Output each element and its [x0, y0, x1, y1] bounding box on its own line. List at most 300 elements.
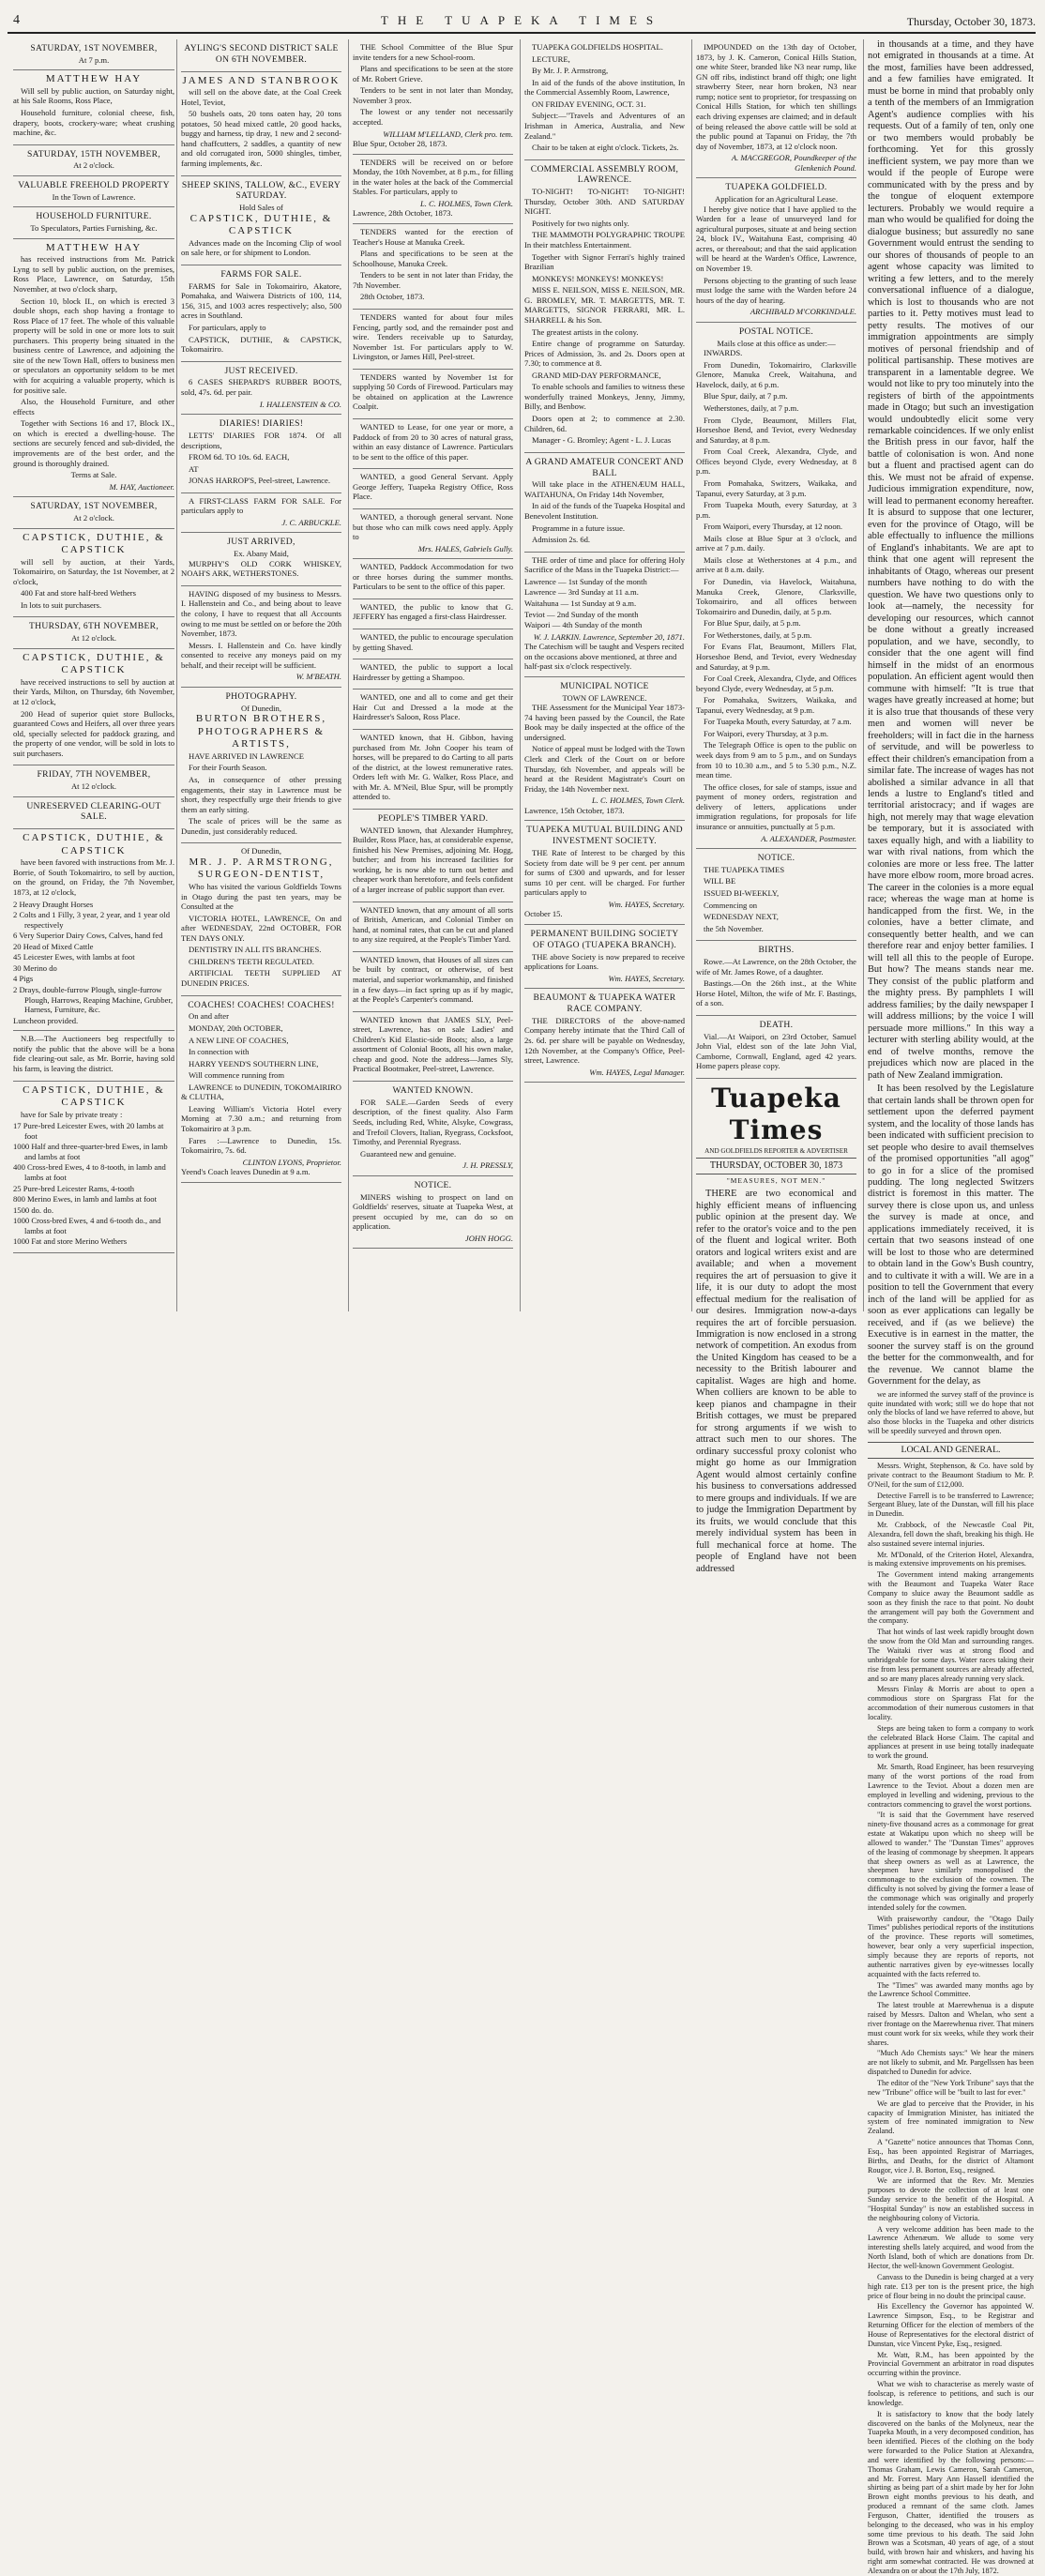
news-item: It is satisfactory to know that the body lately discovered on the banks of the Molyneux, near the Tuapeka Mouth, in a very decomposed condition, has been identified. Pieces of the clothing on the body were forwarded to the Police Station at Alexandra, and were identified by the following persons:—Thomas Graham, Lewis Cameron, Sarah Cameron, and Mr. Forrest. Mary Ann Hassell identified the shirting as being part of a shirt made by her for John Brown eight months previous to his death, and produced a remnant of the same cloth. James Ferguson, Chatter, identified the trousers as belonging to the deceased, who was in his employ some time previous to his death. The said John Brown was a Scotsman, 40 years of age, of a stout build, with brown hair and whiskers, and having his right arm somewhat contracted. He was drowned at Alexandra on or about the 17th July, 1872. [868, 2409, 1034, 2575]
editorial-paragraph: It has been resolved by the Legislature that certain lands shall be thrown open for settlement upon the deferred payment system, and the locality of those lands has been indicated with sufficient precision to set people who desire to avail themselves of the promised opportunities "all agog" to go in for a slice of the promised pudding. The long neglected Switzers district is foremost in this matter. The survey there is close upon us, and unless the survey is made at once, and applications immediately received, it is certain that two seasons instead of one will be lost to those who are determined to obtain land in the Gow's Bush country, and to cultivate it with a will. We are in a position to tell the Government that every inch of the land will be applied for as soon as ever applications can legally be received, and if (as we believe) the Executive is in earnest in the matter, the sooner the survey staff is on the ground the better for the commonwealth, and for the revenue. We cannot blame the Government for the delay, as [868, 1083, 1034, 1387]
advertisement [181, 586, 341, 688]
ad-text: TENDERS wanted for the erection of Teacher's House at Manuka Creek. [353, 227, 513, 247]
ad-heading: HOUSEHOLD FURNITURE. [36, 211, 152, 222]
ad-item: Lawrence — 1st Sunday of the month [524, 576, 647, 586]
ad-item-list [524, 577, 685, 630]
ad-text: FOR SALE.—Garden Seeds of every description, of the finest quality. Also Farm Seeds, including Red, White, Alsyke, Cowgrass, and Trefoil Clovers, Italian, Ryegrass, Cocksfoot, Timothy, and Perennial Ryegrass. [353, 1097, 513, 1147]
ad-footer: Yeend's Coach leaves Dunedin at 9 a.m. [181, 1167, 310, 1177]
advertisement [181, 265, 341, 362]
ad-item: Teviot — 2nd Sunday of the month [524, 609, 639, 619]
ad-text: MISS E. NEILSON, MISS E. NEILSON, MR. G. BROMLEY, MR. T. MARGETTS, MR. T. MARGETTS, SIGNOR FERRARI, MR. L. SHARRELL & his Son. [524, 285, 685, 325]
ad-text: N.B.—The Auctioneers beg respectfully to notify the public that the above will be a bona fide clearing-out sale, as Mr. Borrie, having sold his farm, is leaving the district. [13, 1034, 174, 1073]
section-heading: LOCAL AND GENERAL. [868, 1442, 1034, 1459]
ad-heading: JUST RECEIVED. [224, 365, 298, 376]
advertisement [524, 553, 685, 677]
ad-text: Persons objecting to the granting of such lease must lodge the same with the Warden before 24 hours of the day of hearing. [696, 275, 856, 305]
ad-text: MINERS wishing to prospect on land on Goldfields' reserves, situate at Tuapeka West, at present occupied by me, can do so on application. [353, 1191, 513, 1232]
ad-signature: J. C. ARBUCKLE. [281, 517, 341, 527]
advertisement [13, 176, 174, 207]
advertisement [353, 1176, 513, 1250]
ad-name: MATTHEW HAY [45, 73, 143, 85]
ad-heading: SATURDAY, 1ST NOVEMBER, [30, 43, 158, 53]
ad-subheading: Of Dunedin, [241, 846, 281, 856]
ad-text: TO-NIGHT! TO-NIGHT! TO-NIGHT! Thursday, October 30th. AND SATURDAY NIGHT. [524, 187, 685, 217]
ad-text: THE MAMMOTH POLYGRAPHIC TROUPE In their matchless Entertainment. [524, 230, 685, 250]
ad-text: have been favored with instructions from Mr. J. Borrie, of South Tokomairiro, to sell by auction, on the ground, on Friday, the 7th November, 1873, at 12 o'clock, [13, 857, 174, 897]
ad-signature: ARCHIBALD M'CORKINDALE. [750, 307, 856, 317]
advertisement [696, 941, 856, 1016]
news-item: "Much Ado Chemists says:" We hear the miners are not likely to submit, and Mr. Pargellssen has been dispatched to Dunedin for advice. [868, 2049, 1034, 2077]
ad-text: WANTED known that JAMES SLY, Peel-street, Lawrence, has on sale Ladies' and Children's Kid Elastic-side Boots; also, a large assortment of Colonial Boots, all his own make, cheap and good. Note the address—James Sly, Practical Bootmaker, Peel-street, Lawrence. [353, 1014, 513, 1074]
news-item: That hot winds of last week rapidly brought down the snow from the Old Man and surrounding ranges. The Waitaki river was at strong flood and unbridgeable for some days. Water races taking their rise from less permanent sources are already affected, and so are many places already running very slack. [868, 1628, 1034, 1683]
ad-text: The office closes, for sale of stamps, issue and payment of money orders, registration and delivery of letters, applications under immigration regulations, for proposals for life insurance or annuities, punctually at 5 p.m. [696, 781, 856, 831]
news-item: Mr. Smarth, Road Engineer, has been resurveying many of the worst portions of the road from Lawrence to the Teviot. About a dozen men are employed in levelling and widening, previous to the contractors commencing to gravel the worst portions. [868, 1763, 1034, 1809]
ad-text: From Coal Creek, Alexandra, Clyde, and Offices beyond Clyde, every Wednesday, at 8 p.m. [696, 447, 856, 477]
ad-item-list [13, 900, 174, 1015]
advertisement [353, 559, 513, 599]
ad-item: 1000 Half and three-quarter-bred Ewes, in lamb and lambs at foot [13, 1142, 168, 1161]
ad-signature: W. J. LARKIN. Lawrence, September 20, 1871. [533, 631, 685, 642]
ad-heading: BIRTHS. [758, 945, 795, 956]
ad-item: 1500 do. do. [13, 1205, 53, 1215]
ad-text: Entire change of programme on Saturday. Prices of Admission, 3s. and 2s. Doors open at 7.30; to commence at 8. [524, 339, 685, 369]
ad-item: 30 Merino do [13, 962, 57, 973]
ad-text: GRAND MID-DAY PERFORMANCE, [532, 370, 661, 380]
editorial-motto: "MEASURES, NOT MEN." [726, 1175, 826, 1185]
ad-heading: SATURDAY, 15TH NOVEMBER, [26, 148, 161, 159]
ad-subheading: Application for an Agricultural Lease. [714, 194, 838, 205]
advertisement [13, 239, 174, 497]
ad-subheading: Of Dunedin, [241, 703, 281, 713]
ad-text: CAPSTICK, DUTHIE, & CAPSTICK, Tokomairiro. [181, 334, 341, 355]
ad-text: By Mr. J. P. Armstrong, [532, 66, 609, 76]
advertisement [181, 688, 341, 843]
ad-item: 20 Head of Mixed Cattle [13, 941, 94, 951]
ad-text: has received instructions from Mr. Patrick Lyng to sell by public auction, on the premises, Ross Place, Lawrence, on Saturday, 15th November, at two o'clock sharp, [13, 254, 174, 294]
ad-text: Tenders to be sent in not later than Friday, the 7th November. [353, 270, 513, 290]
ad-text: WANTED, the public to encourage speculation by getting Shaved. [353, 632, 513, 652]
ad-signature: CLINTON LYONS, Proprietor. [242, 1157, 341, 1167]
ad-subheading: At 12 o'clock. [70, 633, 117, 644]
ad-text: WANTED, a thorough general servant. None but those who can milk cows need apply. Apply to [353, 511, 513, 542]
ad-text: TENDERS wanted by November 1st for supplying 50 Cords of Firewood. Particulars may be obtained on application at the Lawrence Coalpit. [353, 371, 513, 412]
ad-text: I hereby give notice that I have applied to the Warden for a lease of unsurveyed land for agricultural purposes, situate at and being section 24, block IV., Waitahuna East, comprising 40 acres, or thereabout; and that the said application will be heard at the Warden's Office, Lawrence, on November 19. [696, 204, 856, 274]
advertisement [353, 310, 513, 370]
news-item: What we wish to characterise as merely waste of foolscap, is reference to petitions, and such is our knowledge. [868, 2380, 1034, 2407]
ad-signature: J. H. PRESSLY, [462, 1160, 513, 1171]
ad-subheading: Hold Sales of [239, 203, 283, 213]
ad-text: WANTED, Paddock Accommodation for two or three horses during the summer months. Particulars to be sent to the office of this paper. [353, 562, 513, 592]
column-1 [9, 39, 178, 1311]
column-3 [348, 39, 517, 1311]
ad-footer: October 15. [524, 909, 563, 919]
ad-signature: L. C. HOLMES, Town Clerk. [591, 796, 685, 806]
ad-text: In aid of the funds of the Tuapeka Hospital and Benevolent Institution. [524, 501, 685, 521]
ad-heading: NOTICE. [414, 1179, 452, 1190]
ad-item: 800 Merino Ewes, in lamb and lambs at foot [13, 1194, 157, 1205]
advertisement [353, 469, 513, 509]
advertisement [524, 821, 685, 925]
ad-text: Together with Sections 16 and 17, Block IX., on which is erected a dwelling-house. The sections are securely fenced and sub-divided, the improvements are of the best order, and the ground is thoroughly drained. [13, 418, 174, 468]
ad-text: From Clyde, Beaumont, Millers Flat, Horseshoe Bend, and Teviot, every Wednesday and Saturday, at 8 p.m. [696, 415, 856, 445]
ad-item: 4 Pigs [13, 974, 34, 984]
ad-heading: DIARIES! DIARIES! [219, 418, 304, 430]
ad-text: THE order of time and place for offering Holy Sacrifice of the Mass in the Tuapeka District:— [524, 554, 685, 575]
advertisement [696, 1016, 856, 1079]
ad-footer: Lawrence, 28th October, 1873. [353, 208, 453, 219]
ad-name: MATTHEW HAY [45, 241, 143, 253]
advertisement [524, 989, 685, 1083]
ad-heading: WANTED KNOWN. [392, 1085, 474, 1097]
ad-item: 6 Very Superior Dairy Cows, Calves, hand fed [13, 931, 163, 941]
advertisement [353, 730, 513, 810]
ad-item: 2 Colts and 1 Filly, 3 year, 2 year, and 1 year old respectively [13, 910, 171, 930]
ad-text: 50 bushels oats, 20 tons oaten hay, 20 tons potatoes, 50 head mixed cattle, 20 good hacks, buggy and harness, tip dray, 1 new and 2 second-hand chaffcutters, 2 saddles, a quantity of new and old corrugated iron, 5000 shingles, timber, farming implements, &c. [181, 109, 341, 169]
ad-heading: POSTAL NOTICE. [738, 326, 814, 337]
ad-signature: M. HAY, Auctioneer. [109, 481, 174, 492]
advertisement [524, 925, 685, 989]
ad-text: FROM 6d. TO 10s. 6d. EACH, [189, 452, 290, 462]
news-item: Steps are being taken to form a company to work the celebrated Black Horse Claim. The capital and appliances at present in use being totally inadequate to work the ground. [868, 1723, 1034, 1761]
ad-signature: Wm. HAYES, Secretary. [608, 973, 685, 983]
ad-text: AT [189, 463, 199, 474]
ad-text: For Blue Spur, daily, at 5 p.m. [704, 618, 801, 629]
ad-item: Lawrence — 3rd Sunday at 11 a.m. [524, 587, 639, 598]
ad-text: The lowest or any tender not necessarily accepted. [353, 107, 513, 127]
ad-text: Programme in a future issue. [532, 523, 626, 533]
advertisement [696, 178, 856, 323]
ad-signature: JOHN HOGG. [464, 1233, 513, 1243]
ad-text: Will take place in the ATHENÆUM HALL, WAITAHUNA, On Friday 14th November, [524, 479, 685, 499]
ad-text: TUAPEKA GOLDFIELDS HOSPITAL. [532, 42, 663, 52]
ad-text: THERE are two economical and highly efficient means of influencing public opinion at the present day. We refer to the orator's voice and to the pen of the fluent and logical writer. Both orators and logical writers exist and are available; and when a movement requires the art of persuasion to give it life, it is our duty to adopt the most effectual medium for the realisation of our desires. Immigration now-a-days requires the art of forcible persuasion. Immigration is now enclosed in a strong network of competition. An exodus from the United Kingdom has ceased to be a necessity to the British labourer and capitalist. Wages are high and home. When colliers are known to be able to keep pianos and champagne in their British cottages, we must be prepared for strong arguments if we wish to attract such men to our shores. The ordinary successful proxy colonist who might go home as our Immigration Agent would almost certainly confine his business to conversations addressed to mere groups and individuals. If we are to judge the Immigration Department by its fruits, we would conclude that this merely individual system has been in full mechanical force at home. The people of England have not been addressed [696, 1189, 856, 1574]
ad-heading: FRIDAY, 7TH NOVEMBER, [37, 769, 151, 780]
advertisement [181, 843, 341, 995]
editorial-continued [868, 39, 1034, 1388]
advertisement [13, 207, 174, 238]
ad-text: Tenders to be sent in not later than Monday, November 3 prox. [353, 85, 513, 105]
ad-text: Manager - G. Bromley; Agent - L. J. Lucas [532, 435, 672, 446]
editorial-paragraph: we are informed the survey staff of the province is quite inundated with work; still we do hope that not only the blocks of land we have referred to above, but also those blocks in the Tuapeka and other districts will be speedily surveyed and thrown open. [868, 1389, 1034, 1436]
column-5 [691, 39, 860, 1574]
advertisement [353, 952, 513, 1012]
ad-heading: A GRAND AMATEUR CONCERT AND BALL [525, 456, 684, 478]
advertisement [13, 829, 174, 1031]
ad-text: WANTED known, that Houses of all sizes can be built by contract, or otherwise, of best material, and superior workmanship, and finished in a few days—in fact spring up as if by magic, at the People's Carpenter's command. [353, 954, 513, 1005]
advertisement [353, 419, 513, 469]
ad-text: WANTED known, that any amount of all sorts of British, American, and Colonial Timber on hand, at nominal rates, that can be cut and planed to any size required, at the People's Timber Yard. [353, 904, 513, 945]
ad-text: For Dunedin, via Havelock, Waitahuna, Manuka Creek, Glenore, Clarksville, Tokomairiro, and all offices between Tokomairiro and Dunedin, daily, at 5 p.m. [696, 577, 856, 616]
ad-text: Leaving William's Victoria Hotel every Morning at 7.30 a.m.; and returning from Tokomairiro at 3 p.m. [181, 1103, 341, 1134]
ad-item: Waipori — 4th Sunday of the month [524, 620, 643, 630]
ad-text: DENTISTRY IN ALL ITS BRANCHES. [189, 945, 322, 955]
ad-text: Fares :—Lawrence to Dunedin, 15s. Tokomairiro, 7s. 6d. [181, 1135, 341, 1156]
ad-text: In connection with [189, 1047, 250, 1057]
ad-text: For their Fourth Season. [189, 763, 267, 773]
ad-signature: A. ALEXANDER, Postmaster. [761, 833, 856, 843]
ad-text: 28th October, 1873. [360, 292, 425, 302]
ad-text: THE above Society is now prepared to receive applications for Loans. [524, 951, 685, 972]
ad-text: Who has visited the various Goldfields Towns in Otago during the past ten years, may be Consulted at the [181, 881, 341, 912]
news-item: We are informed that the Rev. Mr. Menzies purposes to devote the collection of at least one Sunday service to the benefit of the Hospital. A "Hospital Sunday" is now an established success in the neighbouring colony of Victoria. [868, 2176, 1034, 2222]
advertisement [13, 497, 174, 528]
ad-heading: DEATH. [759, 1019, 794, 1030]
advertisement [353, 155, 513, 224]
advertisement [181, 415, 341, 493]
ad-item: Waitahuna — 1st Sunday at 9 a.m. [524, 598, 637, 608]
ad-heading: SATURDAY, 1ST NOVEMBER, [30, 501, 158, 512]
ad-text: 200 Head of superior quiet store Bullocks, guaranteed Cows and Heifers, all over three years old, specially selected for paddock grazing, and the property of one vendor, will be sold in lots to suit purchasers. [13, 708, 174, 758]
ad-text: WEDNESDAY NEXT, [704, 912, 779, 922]
editorial [696, 1083, 856, 1575]
advertisement [353, 1012, 513, 1082]
ad-text: IMPOUNDED on the 13th day of October, 1873, by J. K. Cameron, Conical Hills Station, one white Steer, branded like N3 near rump, like GN off ribs, indistinct brand off thigh; one light strawberry Steer, near horn broken, N3 near rump; notice sent to proprietor, for trespassing on Conical Hills Station, for which ten shillings each driving expenses are claimed; and in default of being released the above cattle will be sold at the public pound at Tapanui on Friday, the 7th day of November, 1873, at 12 o'clock noon. [696, 42, 856, 151]
news-item: The "Times" was awarded many months ago by the Lawrence School Committee. [868, 1980, 1034, 1999]
ad-item: 1000 Cross-bred Ewes, 4 and 6-tooth do., and lambs at foot [13, 1216, 161, 1235]
ad-name: CAPSTICK, DUTHIE, & CAPSTICK [23, 651, 165, 676]
ad-text: ARTIFICIAL TEETH SUPPLIED AT DUNEDIN PRICES. [181, 968, 341, 989]
ad-text: INWARDS. [704, 348, 743, 358]
ad-heading: FARMS FOR SALE. [220, 268, 302, 280]
ad-text: THE School Committee of the Blue Spur invite tenders for a new School-room. [353, 42, 513, 62]
ad-text: The Telegraph Office is open to the public on week days from 9 am to 5 p.m., and on Sundays from 10 to 10.30 a.m., and 5 to 5.30 p.m., N.Z. mean time. [696, 740, 856, 780]
ad-footer: Lawrence, 15th October, 1873. [524, 805, 625, 815]
ad-text: Vial.—At Waipori, on 23rd October, Samuel John Vial, eldest son of the late John Vial, Camborne, Cornwall, England, aged 42 years. Home papers please copy. [696, 1031, 856, 1071]
ad-name: MR. J. P. ARMSTRONG, SURGEON-DENTIST, [189, 856, 334, 881]
ad-heading: PERMANENT BUILDING SOCIETY OF OTAGO (TUAPEKA BRANCH). [530, 928, 679, 950]
ad-text: Guaranteed new and genuine. [360, 1148, 457, 1159]
advertisement [524, 39, 685, 160]
news-item: Mr. Watt, R.M., has been appointed by the Provincial Government an arbitrator in road disputes occurring within the province. [868, 2350, 1034, 2378]
advertisement [353, 810, 513, 902]
advertisement [13, 1082, 174, 1253]
column-2 [176, 39, 345, 1311]
column-4 [520, 39, 689, 1311]
editorial-paragraph: in thousands at a time, and they have not emigrated in thousands at a time. At the most, families have been addressed, and a few families have emigrated. It must be borne in mind that probably only a tenth of the members of an Immigration Agent's audience complies with his requests. Out of a family of ten, only one or two members would probably be forthcoming. Yet for this grossly inefficient system, we pay more than we would if the people of Europe were communicated with by the press and by the tongue of eloquent extempore lecturers. Probably we would require a man who would be qualified for doing the dialogue business; but assuredly no sane Government would entrust the sending to our shores of thousands of people to an agent whose capacity was limited to writing a few letters, and to the merely conversational influence of a dialogue, which is lost to thousands who are not parties to it. Petty motives must lead to petty results. The motives of our immigration appointments are simply motives of personal friendship and of political partisanship. These motives are transparent in a lamentable degree. We would not like to pry too minutely into the registers of birth of the appointments made in Otago; but such an investigation would undoubtedly elicit some very remarkable coincidences. If we only enlist the British press in our favor, half the battle of colonisation is won. And none but a fluent and practised agent can do this. We must not be afraid of expense. Judicious immigration expenditure, now, will lead to permanent economy hereafter. It is absurd to suppose that one lecturer, even for the province of Otago, will be able effectually to influence the millions of England's inhabitants. We are apt to think that one agent will represent the inhabitants of Otago, whereas our present numbers have nothing to do with the question. We have two questions only to look at—namely, the necessity for developing our resources, which cannot be done without a greatly increased population, and we have, secondly, to consider that the one agent will find himself in the midst of an enormous population. An efficient agent would then commune with himself: "It is true that wages have greatly increased at home; but it is also true that thousands of these very men and women will never be freeholders; will in fact die in the harness of servitude, and will be powerless to effect their children's emancipation from a similar fate. The increase of wages has not abolished a similar advance in all that lends a lustre to England's titled and territorial aristocracy; and if wages are high, not merely may that wage elevation be temporary, but it is associated with taxes equally high, and with a liability to war with rival nations, from which the colonies are more or less free. The latter have more elbow room, more broad acres. The career in the colonies is a more equal race; whereas the wage man at home is handicapped from the first. We, in the colonies, have a better climate, and consequently better health, and we can therefore rear and enjoy better families. I will tell all this to the people of Europe. But how? The means stands near me. They consist of the public platform and the mighty press. By pamphlets I will address families; by the daily newspaper I will address millions; by the voice I will persuade more millions." In this way a lecturer with sterling ability would, at the end of twelve months, remove the prejudices which now are placed in the path of New Zealand immigration. [868, 39, 1034, 1081]
ad-signature: Mrs. HALES, Gabriels Gully. [417, 543, 513, 553]
ad-item: 17 Pure-bred Leicester Ewes, with 20 lambs at foot [13, 1121, 164, 1141]
ad-heading: NOTICE. [757, 853, 795, 864]
ad-text: HAVING disposed of my business to Messrs. I. Hallenstein and Co., and being about to leave the colony, I have to request that all Accounts owing to me must be settled on or before the 20th November, 1873. [181, 588, 341, 639]
ad-name: CAPSTICK, DUTHIE, & CAPSTICK [23, 1083, 165, 1109]
ad-text: Chair to be taken at eight o'clock. Tickets, 2s. [532, 143, 679, 153]
ad-text: LETTS' DIARIES FOR 1874. Of all descriptions, [181, 430, 341, 450]
ad-text: ON FRIDAY EVENING, OCT. 31. [532, 98, 646, 109]
ad-text: A NEW LINE OF COACHES, [189, 1035, 289, 1045]
ad-text: The greatest artists in the colony. [532, 326, 639, 337]
advertisement [696, 39, 856, 178]
advertisement [353, 509, 513, 559]
ad-text: JONAS HARROP'S, Peel-street, Lawrence. [189, 476, 330, 486]
news-item: We are glad to perceive that the Provider, in his capacity of Immigration Minister, has initiated the system of free nominated immigration to New Zealand. [868, 2099, 1034, 2136]
ad-text: Commencing on [704, 900, 758, 910]
ad-text: Advances made on the Incoming Clip of wool on sale here, or for shipment to London. [181, 237, 341, 258]
ad-text: From Dunedin, Tokomairiro, Clarksville Glenore, Manuka Creek, Waitahuna, and Havelock, daily, at 6 p.m. [696, 359, 856, 389]
advertisement [353, 689, 513, 730]
editorial-dateline: THURSDAY, OCTOBER 30, 1873 [696, 1159, 856, 1174]
ad-name: BURTON BROTHERS, PHOTOGRAPHERS & ARTISTS, [195, 713, 327, 750]
ad-text: WILL BE [704, 876, 736, 886]
ad-subheading: To Speculators, Parties Furnishing, &c. [30, 223, 158, 234]
ad-text: Section 10, block II., on which is erected 3 double shops, each shop having a frontage to Ross Place of 17 feet. The whole of this valuable property will be sold in one or more lots to suit purchasers. This property being situated in the business centre of Lawrence, and adjoining the site of the new Town Hall, offers to business men or speculators an opportunity seldom to be met with for acquiring a valuable property, which is for positive sale. [13, 295, 174, 395]
ad-heading: AYLING'S SECOND DISTRICT SALE ON 6TH NOVEMBER. [184, 43, 339, 65]
news-item: The latest trouble at Maerewhenua is a dispute raised by Messrs. Dalton and Whelan, who sent a river frontage on the Maerewhenua river. That miners must count work for six weeks, while they work their shares. [868, 2001, 1034, 2047]
advertisement [696, 849, 856, 941]
advertisement [353, 599, 513, 629]
newspaper-nameplate: Tuapeka Times [711, 1082, 841, 1146]
ad-heading: UNRESERVED CLEARING-OUT SALE. [26, 800, 161, 823]
news-item: Mr. Crabbock, of the Newcastle Coal Pit, Alexandra, fell down the shaft, breaking his thigh. He also sustained severe internal injuries. [868, 1521, 1034, 1548]
ad-text: Notice of appeal must be lodged with the Town Clerk and Clerk of the Court on or before Thursday, 6th November, and appeals will be heard at the Resident Magistrate's Court on Friday, the 14th November next. [524, 744, 685, 794]
ad-text: A FIRST-CLASS FARM FOR SALE. For particulars apply to [181, 495, 341, 516]
advertisement [13, 765, 174, 796]
advertisement [181, 493, 341, 534]
ad-text: Will sell by public auction, on Saturday night, at his Sale Rooms, Ross Place, [13, 85, 174, 106]
ad-text: Doors open at 2; to commence at 2.30. Children, 6d. [524, 414, 685, 433]
advertisement [13, 1031, 174, 1081]
ad-text: Plans and specifications to be seen at the store of Mr. Robert Grieve. [353, 64, 513, 83]
ad-text: Plans and specifications to be seen at the Schoolhouse, Manuka Creek. [353, 249, 513, 268]
news-item: The editor of the "New York Tribune" says that the new "Tribune" office will be "built to last for ever." [868, 2078, 1034, 2097]
ad-text: THE Rate of Interest to be charged by this Society from date will be 9 per cent. per annum for sums of £300 and upwards, and for lesser sums 10 per cent. will be charged. For further particulars apply to [524, 848, 685, 898]
ad-signature: Wm. HAYES, Secretary. [608, 899, 685, 909]
ad-heading: BEAUMONT & TUAPEKA WATER RACE COMPANY. [533, 993, 676, 1015]
ad-name: CAPSTICK, DUTHIE, & CAPSTICK [23, 832, 165, 856]
ad-name: CAPSTICK, DUTHIE, & CAPSTICK [189, 212, 333, 237]
ad-text: For Pomahaka, Switzers, Waikaka, and Tapanui, every Wednesday, at 9 p.m. [696, 695, 856, 715]
ad-text: The scale of prices will be the same as Dunedin, just considerably reduced. [181, 816, 341, 836]
ad-text: For Wetherstones, daily, at 5 p.m. [704, 629, 812, 640]
ad-heading: PEOPLE'S TIMBER YARD. [377, 812, 489, 824]
ad-text: HARRY YEEND'S SOUTHERN LINE, [189, 1058, 319, 1068]
ad-subheading: At 7 p.m. [78, 54, 110, 65]
ad-signature: Wm. HAYES, Legal Manager. [589, 1067, 685, 1077]
ad-subheading: At 2 o'clock. [73, 513, 114, 523]
issue-date: Thursday, October 30, 1873. [906, 15, 1036, 28]
ad-text: Rowe.—At Lawrence, on the 28th October, the wife of Mr. James Rowe, of a daughter. [696, 957, 856, 977]
ad-item-list [13, 1121, 174, 1247]
ad-text: Admission 2s. 6d. [532, 535, 591, 545]
ad-text: Also, the Household Furniture, and other effects [13, 397, 174, 417]
ad-heading: MUNICIPAL NOTICE [560, 680, 649, 691]
news-item: With praiseworthy candour, the "Otago Daily Times" publishes periodical reports of the institutions of the province. These reports will sometimes, however, bear only a very superficial inspection, simply because they are reports of reports, not authentic narratives given by eye-witnesses locally acquainted with the facts referred to. [868, 1914, 1034, 1978]
ad-text: For particulars, apply to [189, 322, 266, 332]
ad-text: WANTED, the public to support a local Hairdresser by getting a Shampoo. [353, 662, 513, 682]
ad-text: Will commence running from [189, 1070, 285, 1081]
ad-footer: The Catechism will be taught and Vespers recited on the occasions above mentioned, at three and half-past six o'clock respectively. [524, 642, 684, 672]
ad-text: MONDAY, 20th OCTOBER, [189, 1023, 283, 1033]
nameplate-subline: AND GOLDFIELDS REPORTER & ADVERTISER [696, 1147, 856, 1159]
ad-text: MONKEYS! MONKEYS! MONKEYS! [532, 273, 664, 283]
ad-text: Bastings.—On the 26th inst., at the White Horse Hotel, Milton, the wife of Mr. F. Bastings, of a son. [696, 978, 856, 1008]
ad-signature: WILLIAM M'LELLAND, Clerk pro. tem. [383, 129, 513, 139]
ad-text: For Coal Creek, Alexandra, Clyde, and Offices beyond Clyde, every Wednesday, at 5 p.m. [696, 674, 856, 693]
ad-text: On and after [189, 1011, 229, 1022]
news-item: Canvass to the Dunedin is being charged at a very high rate. £13 per ton is the present price, the high price of flour being in no doubt the principal cause. [868, 2272, 1034, 2300]
advertisement [353, 629, 513, 659]
ad-text: Household furniture, colonial cheese, fish, drapery, boots, crockery-ware; wheat crushing machine, &c. [13, 108, 174, 138]
ad-subheading: At 12 o'clock. [70, 781, 117, 792]
ad-text: will sell on the above date, at the Coal Creek Hotel, Teviot, [181, 87, 341, 107]
ad-item: 2 Drays, double-furrow Plough, single-furrow Plough, Harrows, Reaping Machine, Grubber, Harness, Furniture, &c. [13, 985, 174, 1015]
ad-text: WANTED, one and all to come and get their Hair Cut and Dressed a la mode at the Hairdresser's Saloon, Ross Place. [353, 692, 513, 722]
advertisement [181, 176, 341, 265]
news-item: Messrs Finlay & Morris are about to open a commodious store on Spargrass Flat for the accommodation of their numerous customers in that locality. [868, 1685, 1034, 1721]
local-and-general [868, 1390, 1034, 2576]
ad-footer: Luncheon provided. [13, 1015, 79, 1025]
ad-text: LAWRENCE to DUNEDIN, TOKOMAIRIRO & CLUTHA, [181, 1082, 341, 1102]
ad-name: CAPSTICK, DUTHIE, & CAPSTICK [23, 531, 165, 556]
ad-text: TENDERS will be received on or before Monday, the 10th November, at 8 p.m., for filling in the water holes at the back of the Commercial Stables. For particulars, apply to [353, 157, 513, 197]
ad-text: Messrs. I. Hallenstein and Co. have kindly consented to receive any moneys paid on my behalf, and their receipt will be sufficient. [181, 640, 341, 670]
ad-text: the 5th November. [704, 923, 764, 933]
news-item: Detective Farrell is to be transferred to Lawrence; Sergeant Bluey, late of the Dunstan, will fill his place in Dunedin. [868, 1491, 1034, 1519]
advertisement [181, 533, 341, 585]
ad-heading: SHEEP SKINS, TALLOW, &C., EVERY SATURDAY. [181, 179, 341, 202]
ad-text: ISSUED BI-WEEKLY, [704, 888, 780, 899]
ad-heading: COACHES! COACHES! COACHES! [188, 999, 335, 1010]
ad-item: 2 Heavy Draught Horses [13, 899, 94, 909]
ad-text: HAVE ARRIVED IN LAWRENCE [189, 750, 305, 761]
ad-text: Blue Spur, daily, at 7 p.m. [704, 391, 788, 402]
ad-heading: THURSDAY, 6TH NOVEMBER, [28, 621, 159, 632]
advertisement [181, 72, 341, 176]
advertisement [353, 659, 513, 689]
ad-text: As, in consequence of other pressing engagements, their stay in Lawrence must be short, they respectfully urge their friends to give them an early sitting. [181, 775, 341, 814]
ad-text: WANTED, a good General Servant. Apply George Jeffery, Tuapeka Registry Office, Ross Place. [353, 472, 513, 502]
advertisement [524, 677, 685, 822]
advertisement [181, 996, 341, 1183]
ad-text: Mails close at Wetherstones at 4 p.m., and arrive at 8 a.m. daily. [696, 554, 856, 575]
ad-text: Together with Signor Ferrari's highly trained Brazilian [524, 251, 685, 272]
ad-subheading: In the Town of Lawrence. [52, 191, 136, 202]
ad-footer: Blue Spur, October 28, 1873. [353, 139, 447, 149]
ad-text: In aid of the funds of the above institution, In the Commercial Assembly Room, Lawrence, [524, 77, 685, 98]
ad-text: Wetherstones, daily, at 7 p.m. [704, 403, 799, 414]
ad-text: In lots to suit purchasers. [21, 599, 102, 610]
ad-text: WANTED known, that Alexander Humphrey, Builder, Ross Place, has, at considerable expense, finished his New Premises, adjoining Mr. Hogg, butcher; and from his increased facilities for working, he is now able to turn out better and cheaper work than heretofore, and feels confident of a larger increase of public support than ever. [353, 825, 514, 895]
ad-text: have for Sale by private treaty : [21, 1109, 123, 1119]
advertisement [181, 362, 341, 415]
ad-subheading: Mails close at this office as under:— [717, 338, 836, 348]
advertisement [353, 902, 513, 952]
ad-text: LECTURE, [532, 53, 570, 64]
ad-text: THE DIRECTORS of the above-named Company hereby intimate that the Third Call of 2s. 6d. per share will be payable on Wednesday, 12th November, at the Company's Office, Peel-street, Lawrence. [524, 1015, 685, 1066]
ad-item: 45 Leicester Ewes, with lambs at foot [13, 952, 135, 962]
advertisement [13, 617, 174, 648]
news-item: A very welcome addition has been made to the Lawrence Athenæum. We allude to some very interesting shells lately acquired, and wood from the North Island, both of which are donations from Dr. Hector, the well-known Government Geologist. [868, 2224, 1034, 2270]
ad-heading: COMMERCIAL ASSEMBLY ROOM, LAWRENCE. [530, 163, 679, 186]
news-item: His Excellency the Governor has appointed W. Lawrence Simpson, Esq., to be Registrar and Returning Officer for the election of members of the House of Representatives for the electoral district of Dunstan, vice Vincent Pyke, Esq., resigned. [868, 2302, 1034, 2348]
ad-signature: A. MACGREGOR, Poundkeeper of the Glenkenich Pound. [731, 153, 856, 173]
ad-heading: TUAPEKA GOLDFIELD. [725, 182, 827, 193]
news-item: A "Gazette" notice announces that Thomas Conn, Esq., has been appointed Registrar of Marriages, Births, and Deaths, for the district of Altamont Rougor, vice J. B. Borton, Esq., resigned. [868, 2138, 1034, 2174]
ad-text: CHILDREN'S TEETH REGULATED. [189, 956, 314, 966]
news-item: Messrs. Wright, Stephenson, & Co. have sold by private contract to the Beaumont Stadium to Mr. P. O'Neil, for the sum of £12,000. [868, 1461, 1034, 1489]
ad-text: TENDERS wanted for about four miles Fencing, partly sod, and the remainder post and wire. Tenders receivable up to Saturday, November 1st. For particulars apply to W. Livingston, or James Hill, Peel-street. [353, 311, 513, 362]
advertisement [353, 224, 513, 310]
ad-text: 6 CASES SHEPARD'S RUBBER BOOTS, sold, 47s. 6d. per pair. [181, 377, 341, 398]
ad-text: Subject:—"Travels and Adventures of an Irishman in America, Australia, and New Zealand." [524, 111, 685, 141]
ad-heading: PHOTOGRAPHY. [225, 690, 297, 702]
advertisement [524, 160, 685, 453]
advertisement [13, 529, 174, 618]
advertisement [13, 797, 174, 830]
advertisement [353, 39, 513, 155]
ad-terms: Terms at Sale. [70, 470, 117, 480]
ad-text: Positively for two nights only. [532, 218, 629, 228]
ad-text: THE Assessment for the Municipal Year 1873-74 having been passed by the Council, the Rate Book may be daily inspected at the office of the undersigned. [524, 703, 685, 742]
